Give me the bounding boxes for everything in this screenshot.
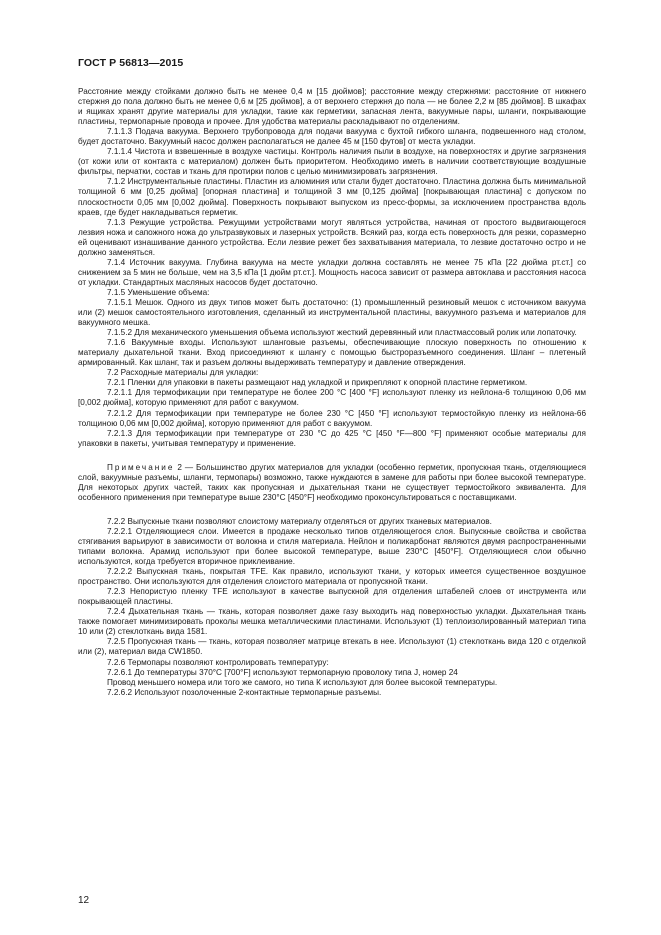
paragraph: 7.2.1.3 Для термофикации при температуре от 230 °С до 425 °С [450 °F—800 °F] применяют особые материалы для упаковки в пакеты, учитывая температуру и применение. xyxy=(78,428,586,448)
paragraph: 7.2 Расходные материалы для укладки: xyxy=(107,368,259,378)
paragraph: 7.1.5 Уменьшение объема: xyxy=(107,287,210,297)
paragraph: 7.2.6.2 Используют позолоченные 2-контактные термопарные разъемы. xyxy=(107,687,382,697)
paragraph: 7.2.4 Дыхательная ткань — ткань, которая позволяет даже газу выходить над поверхностью укладки. Дыхательная ткань также помогает минимизировать проколы мешка металлическими пластинами. Используют (1) теплоизолированный материал типа 10 или (2) стеклоткань вида 1581. xyxy=(78,607,586,637)
document-header: ГОСТ Р 56813—2015 xyxy=(78,57,184,69)
note-text: 2 — Большинство других материалов для укладки (особенно герметик, пропускная ткань, отделяющиеся слой, вакуумные разъемы, шланги, термопары) возможно, также нуждаются в замене для работы при более высокой температуре. Для некоторых других частей, таких как пропускная и дыхательная ткани не существует термостойкого эквивалента. Для особенного применения при температуре выше 230°С [450°F] необходимо проконсультироваться с поставщиками. xyxy=(78,462,586,502)
paragraph: 7.1.3 Режущие устройства. Режущими устройствами могут являться устройства, начиная от простого выдвигающегося лезвия ножа и сапожного ножа до ультразвуковых и лазерных устройств. Всякий раз, когда есть поверхность для резки, соразмерно ей оценивают изнашивание данного устройства. Если лезвие режет без захватывания материала, то лезвие достаточно остро и не должно заменяться. xyxy=(78,217,586,257)
paragraph: 7.1.6 Вакуумные входы. Используют шланговые разъемы, обеспечивающие плоскую поверхность по отношению к материалу дыхательной ткани. Вход присоединяют к шлангу с помощью быстроразъемного соединения. Шланг – плетеный армированный. Как шланг, так и разъем должны выдерживать температуру и давление отверждения. xyxy=(78,338,586,368)
paragraph: 7.2.1.2 Для термофикации при температуре не более 230 °С [450 °F] используют термостойкую пленку из нейлона-66 толщиною 0,06 мм [0,002 дюйма], которую применяют для работ с вакуумом. xyxy=(78,408,586,428)
paragraph: Провод меньшего номера или того же самого, но типа К используют для более высокой температуры. xyxy=(107,677,498,687)
page-number: 12 xyxy=(78,895,90,906)
paragraph: Расстояние между стойками должно быть не менее 0,4 м [15 дюймов]; расстояние между стержнями: расстояние от нижнего стержня до пола должно быть не менее 0,6 м [25 дюймов], а от верхнего стержня до пола — не более 2,2 м [85 дюймов]. В шкафах и ящиках хранят другие материалы для укладки, такие как герметики, запасная лента, вакуумные пары, шланги, покрывающие пластины, термопарные провода и прочее. Для удобства материалы раскладывают по отделениям. xyxy=(78,87,586,127)
paragraph: 7.2.2.1 Отделяющиеся слои. Имеется в продаже несколько типов отделяющегося слоя. Выпускные свойства и свойства стягивания варьируют в зависимости от волокна и стиля материала. Нейлон и поликарбонат являются двумя распространенными типами волокна. Арамид используют при более высокой температуре, выше 230°С [450°F]. Отделяющиеся слои обычно используются, когда требуется вторичное приклеивание. xyxy=(78,526,586,567)
paragraph: 7.1.1.3 Подача вакуума. Верхнего трубопровода для подачи вакуума с бухтой гибкого шланга, подвешенного над столом, будет достаточно. Вакуумный насос должен располагаться не далее 45 м [150 футов] от места укладки. xyxy=(78,127,586,147)
paragraph: 7.1.5.2 Для механического уменьшения объема используют жесткий деревянный или пластмассовый ролик или лопаточку. xyxy=(107,328,577,338)
paragraph: 7.2.3 Непористую пленку TFE используют в качестве выпускной для отделения штабелей слоев от инструмента или покрывающей пластины. xyxy=(78,587,586,607)
paragraph: 7.2.6.1 До температуры 370°С [700°F] используют термопарную проволоку типа J, номер 24 xyxy=(107,667,458,677)
paragraph: 7.2.2.2 Выпускная ткань, покрытая TFE. Как правило, используют ткани, у которых имеется существенное воздушное пространство. Они используются для отделения слоистого материала от пропускной ткани. xyxy=(78,567,586,587)
paragraph: 7.1.5.1 Мешок. Одного из двух типов может быть достаточно: (1) промышленный резиновый мешок с источником вакуума или (2) мешок самостоятельного изготовления, сделанный из инструментальной пластины, вакуумного разъема и материалов для вакуумного мешка. xyxy=(78,297,586,328)
paragraph: 7.2.2 Выпускные ткани позволяют слоистому материалу отделяться от других тканевых материалов. xyxy=(107,516,492,526)
paragraph: 7.2.1.1 Для термофикации при температуре не более 200 °С [400 °F] используют пленку из нейлона-6 толщиною 0,06 мм [0,002 дюйма], которую применяют для работ с вакуумом. xyxy=(78,388,586,408)
paragraph: 7.1.4 Источник вакуума. Глубина вакуума на месте укладки должна составлять не менее 75 кПа [22 дюйма рт.ст.] со снижением за 5 мин не больше, чем на 3,5 кПа [1 дюйм рт.ст.]. Мощность насоса зависит от размера автоклава и расстояния насоса от укладки. Стандартных масляных насосов будет достаточно. xyxy=(78,257,586,287)
paragraph: 7.2.6 Термопары позволяют контролировать температуру: xyxy=(107,657,329,667)
paragraph: 7.1.2 Инструментальные пластины. Пластин из алюминия или стали будет достаточно. Пластина должна быть минимальной толщиной 6 мм [0,25 дюйма] [опорная пластина] и толщиной 3 мм [0,125 дюйма] [покрывающая пластина] с допуском по плоскостности 0,05 мм [0,002 дюйма]. Поверхность покрывают выпуском из пресс-формы, за исключением пространства вдоль краев, где будет накладываться герметик. xyxy=(78,177,586,217)
paragraph: 7.2.1 Пленки для упаковки в пакеты размещают над укладкой и прикрепляют к опорной пластине герметиком. xyxy=(107,378,528,388)
document-body xyxy=(78,87,586,698)
note-label: Примечание xyxy=(107,462,175,472)
paragraph: 7.2.5 Пропускная ткань — ткань, которая позволяет матрице втекать в нее. Используют (1) стеклоткань вида 120 с отделкой или (2), материал вида CW1850. xyxy=(78,637,586,657)
paragraph: 7.1.1.4 Чистота и взвешенные в воздухе частицы. Контроль наличия пыли в воздухе, на поверхностях и другие загрязнения (от кожи или от контакта с материалом) должен быть приоритетом. Необходимо иметь в наличии соответствующие воздушные фильтры, перчатки, состав и ткань для протирки полов с целью минимизировать загрязнения. xyxy=(78,147,586,177)
note-paragraph xyxy=(78,463,586,503)
